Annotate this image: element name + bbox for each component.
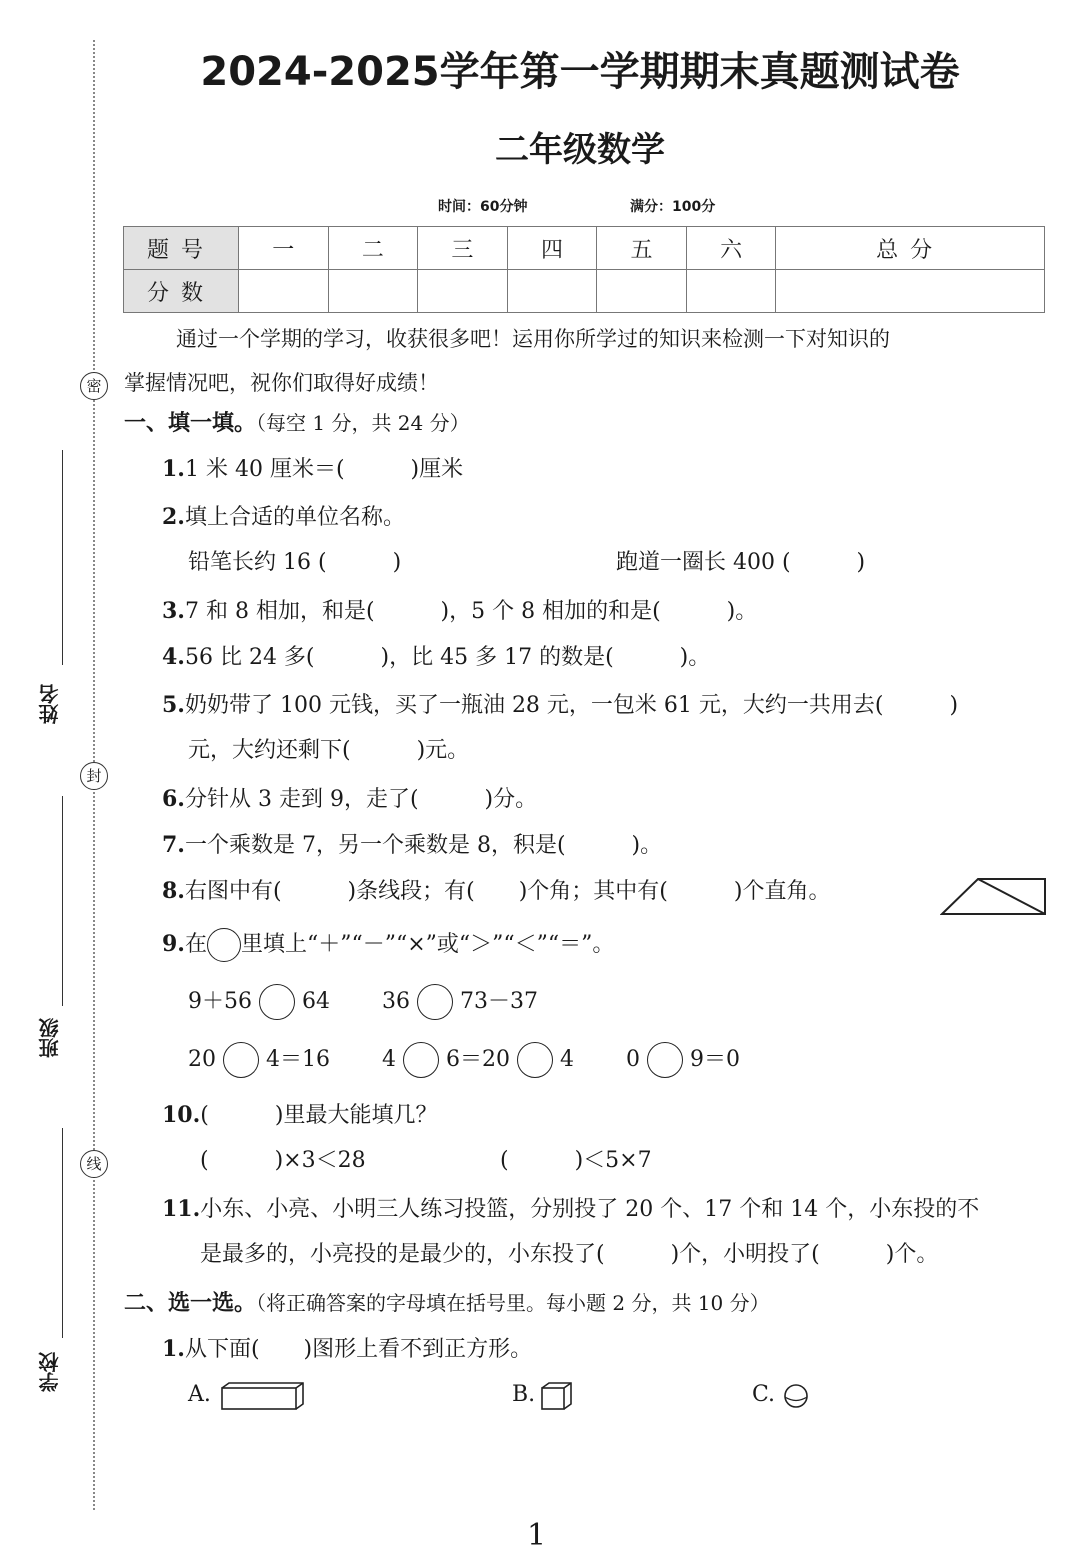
blank-circle-icon — [207, 928, 241, 962]
full-score-info: 满分：100分 — [630, 199, 716, 215]
seal-xian: 线 — [80, 1150, 108, 1178]
score-table-row-label: 题号 — [124, 227, 239, 270]
score-cell[interactable] — [686, 270, 776, 313]
section-1-heading — [124, 408, 470, 439]
question-number: 2. — [162, 504, 185, 530]
seal-feng: 封 — [80, 762, 108, 790]
option-b[interactable] — [512, 1380, 535, 1410]
school-field-label: 学校 — [38, 1352, 62, 1392]
option-c[interactable] — [752, 1380, 775, 1410]
question-number: 8. — [162, 878, 185, 904]
name-write-line — [62, 450, 63, 665]
name-field-label: 姓名 — [38, 684, 62, 724]
section-1-title: 一、填一填。 — [124, 410, 257, 436]
answer-circle[interactable] — [647, 1042, 683, 1078]
question-text: 一个乘数是 7，另一个乘数是 8，积是( )。 — [184, 833, 663, 858]
question-text: 分针从 3 走到 9，走了( )分。 — [184, 787, 538, 812]
score-table — [123, 226, 1045, 313]
question-1-11-cont: 是最多的，小亮投的是最少的，小东投了( )个，小明投了( )个。 — [200, 1242, 939, 1267]
exam-title: 2024-2025学年第一学期期末真题测试卷 — [200, 49, 960, 95]
score-table-header-row — [124, 227, 1045, 270]
question-text: 右图中有( )条线段；有( )个角；其中有( )个直角。 — [184, 879, 831, 904]
expr-mid: 6＝20 — [446, 1047, 510, 1072]
score-cell[interactable] — [418, 270, 508, 313]
question-1-5-cont: 元，大约还剩下( )元。 — [188, 738, 470, 763]
question-1-2-b: 跑道一圈长 400 ( ) — [616, 550, 866, 575]
question-text: 里填上“＋”“－”“×”或“＞”“＜”“＝”。 — [240, 932, 615, 957]
question-1-9-row-2c — [626, 1042, 740, 1078]
answer-circle[interactable] — [223, 1042, 259, 1078]
question-1-9 — [162, 928, 614, 962]
question-1-5 — [162, 690, 958, 721]
option-a-label: A. — [188, 1382, 211, 1407]
sphere-icon — [782, 1382, 810, 1410]
question-text: ( )里最大能填几？ — [200, 1103, 438, 1128]
question-number: 6. — [162, 786, 185, 812]
question-number: 3. — [162, 598, 185, 624]
expr-right: 4＝16 — [266, 1047, 330, 1072]
exam-subtitle: 二年级数学 — [495, 130, 665, 170]
question-1-10 — [162, 1100, 437, 1131]
question-text: 在 — [184, 932, 207, 957]
question-1-9-row-1b — [382, 984, 538, 1020]
score-table-col: 二 — [328, 227, 418, 270]
answer-circle[interactable] — [259, 984, 295, 1020]
question-1-6 — [162, 784, 537, 815]
score-cell[interactable] — [328, 270, 418, 313]
question-1-2 — [162, 502, 405, 533]
question-1-9-row-2a — [188, 1042, 330, 1078]
trapezoid-figure — [940, 876, 1048, 918]
expr-left: 4 — [382, 1047, 396, 1072]
expr-right: 9＝0 — [690, 1047, 740, 1072]
time-info: 时间：60分钟 — [438, 199, 528, 215]
question-1-10-a: ( )×3＜28 — [200, 1148, 366, 1173]
intro-line-1: 通过一个学期的学习，收获很多吧！运用你所学过的知识来检测一下对知识的 — [176, 327, 890, 351]
question-1-3 — [162, 596, 757, 627]
score-cell[interactable] — [239, 270, 329, 313]
expr-left: 0 — [626, 1047, 640, 1072]
question-number: 1. — [162, 456, 185, 482]
question-1-9-row-2b — [382, 1042, 574, 1078]
section-2-title: 二、选一选。 — [124, 1290, 257, 1316]
question-1-8 — [162, 876, 830, 907]
option-c-label: C. — [752, 1382, 776, 1407]
question-1-2-a: 铅笔长约 16 ( ) — [188, 550, 402, 575]
question-text: 小东、小亮、小明三人练习投篮，分别投了 20 个、17 个和 14 个，小东投的不 — [200, 1197, 980, 1222]
score-table-col: 三 — [418, 227, 508, 270]
question-1-10-b: ( )＜5×7 — [500, 1148, 652, 1173]
score-table-col-total: 总分 — [776, 227, 1045, 270]
score-cell[interactable] — [776, 270, 1045, 313]
question-text: 从下面( )图形上看不到正方形。 — [184, 1337, 533, 1362]
score-table-col: 五 — [597, 227, 687, 270]
expr-left: 20 — [188, 1047, 216, 1072]
question-number: 1. — [162, 1336, 185, 1362]
score-cell[interactable] — [507, 270, 597, 313]
answer-circle[interactable] — [417, 984, 453, 1020]
section-2-note: （将正确答案的字母填在括号里。每小题 2 分，共 10 分） — [256, 1291, 770, 1315]
intro-line-2: 掌握情况吧，祝你们取得好成绩！ — [124, 371, 439, 395]
score-table-col: 四 — [507, 227, 597, 270]
answer-circle[interactable] — [403, 1042, 439, 1078]
question-1-1 — [162, 454, 463, 485]
cuboid-icon — [220, 1381, 306, 1411]
expr-right: 4 — [560, 1047, 574, 1072]
expr-left: 9＋56 — [188, 989, 252, 1014]
question-number: 9. — [162, 931, 185, 957]
expr-left: 36 — [382, 989, 410, 1014]
class-write-line — [62, 796, 63, 1006]
question-1-4 — [162, 642, 710, 673]
question-text: 56 比 24 多( )，比 45 多 17 的数是( )。 — [184, 645, 711, 670]
question-text: 1 米 40 厘米＝( )厘米 — [184, 457, 464, 482]
section-1-note: （每空 1 分，共 24 分） — [256, 411, 470, 435]
score-table-row-label: 分数 — [124, 270, 239, 313]
question-number: 5. — [162, 692, 185, 718]
score-cell[interactable] — [597, 270, 687, 313]
question-2-1 — [162, 1334, 532, 1365]
question-1-9-row-1 — [188, 984, 330, 1020]
question-1-7 — [162, 830, 662, 861]
score-table-score-row — [124, 270, 1045, 313]
score-table-col: 六 — [686, 227, 776, 270]
answer-circle[interactable] — [517, 1042, 553, 1078]
school-write-line — [62, 1128, 63, 1338]
question-1-11 — [162, 1194, 979, 1225]
question-text: 7 和 8 相加，和是( )，5 个 8 相加的和是( )。 — [184, 599, 758, 624]
question-number: 10. — [162, 1102, 201, 1128]
question-text: 填上合适的单位名称。 — [184, 505, 405, 530]
class-field-label: 班级 — [38, 1018, 62, 1058]
question-number: 7. — [162, 832, 185, 858]
section-2-heading — [124, 1288, 770, 1319]
page-number: 1 — [527, 1518, 547, 1553]
cube-icon — [540, 1381, 574, 1411]
option-b-label: B. — [512, 1382, 536, 1407]
question-number: 4. — [162, 644, 185, 670]
expr-right: 73－37 — [460, 989, 538, 1014]
score-table-col: 一 — [239, 227, 329, 270]
seal-mi: 密 — [80, 372, 108, 400]
expr-right: 64 — [302, 989, 330, 1014]
question-number: 11. — [162, 1196, 201, 1222]
question-text: 奶奶带了 100 元钱，买了一瓶油 28 元，一包米 61 元，大约一共用去( ) — [184, 693, 959, 718]
option-a[interactable] — [188, 1380, 211, 1410]
